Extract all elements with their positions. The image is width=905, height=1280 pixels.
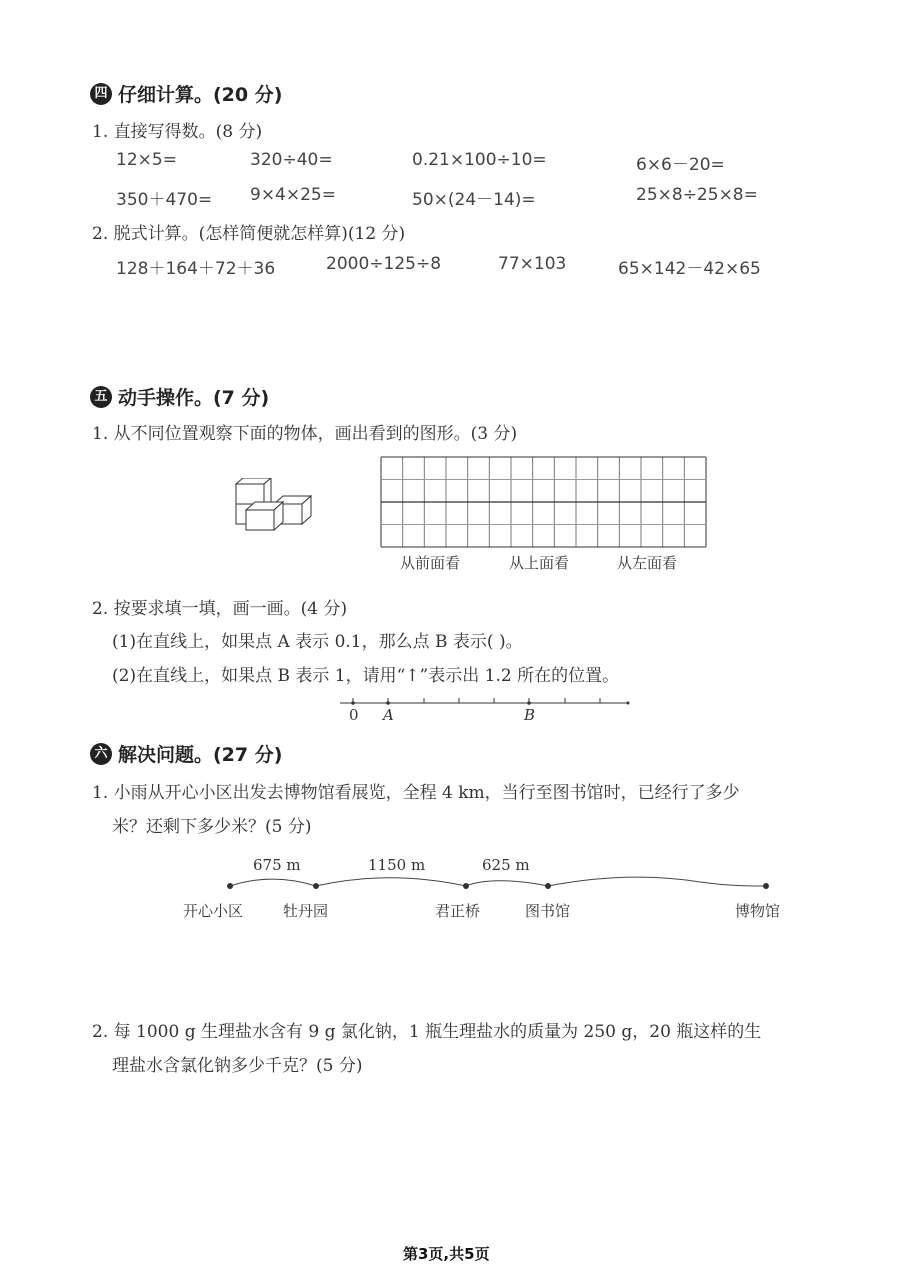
question-5-2-1: (1)在直线上，如果点 A 表示 0.1，那么点 B 表示( )。 <box>112 632 523 652</box>
expression: 65×142－42×65 <box>618 259 761 279</box>
number-line <box>335 694 635 708</box>
number-line-label-b: B <box>524 706 536 724</box>
section-6-heading <box>90 740 282 767</box>
expression: 320÷40= <box>250 150 333 170</box>
view-label-left: 从左面看 <box>617 554 678 572</box>
section-title: 仔细计算。(20 分) <box>118 84 283 106</box>
place-label: 图书馆 <box>525 902 571 920</box>
place-label: 博物馆 <box>735 902 781 920</box>
distance-label: 675 m <box>253 856 301 874</box>
question-5-2: 2. 按要求填一填，画一画。(4 分) <box>92 599 348 619</box>
question-6-2-line2: 理盐水含氯化钠多少千克？(5 分) <box>112 1056 363 1076</box>
question-6-2-line1: 2. 每 1000 g 生理盐水含有 9 g 氯化钠，1 瓶生理盐水的质量为 250 g，20 瓶这样的生 <box>92 1022 762 1042</box>
question-4-1: 1. 直接写得数。(8 分) <box>92 122 263 142</box>
expression: 6×6－20= <box>636 155 725 175</box>
expression: 128＋164＋72＋36 <box>116 259 276 279</box>
section-number-badge: 四 <box>90 83 112 105</box>
expression: 12×5= <box>116 150 177 170</box>
number-line-label-a: A <box>383 706 394 724</box>
number-line-label-0: 0 <box>349 706 359 724</box>
section-number-badge: 六 <box>90 743 112 765</box>
section-title: 动手操作。(7 分) <box>118 387 270 409</box>
question-5-1: 1. 从不同位置观察下面的物体，画出看到的图形。(3 分) <box>92 424 518 444</box>
route-diagram <box>220 870 780 900</box>
view-label-front: 从前面看 <box>400 554 461 572</box>
place-label: 牡丹园 <box>283 902 329 920</box>
section-title: 解决问题。(27 分) <box>118 744 283 766</box>
distance-label: 625 m <box>482 856 530 874</box>
view-label-top: 从上面看 <box>509 554 570 572</box>
section-5-heading <box>90 383 269 410</box>
question-6-1-line2: 米？还剩下多少米？(5 分) <box>112 817 312 837</box>
section-number-badge: 五 <box>90 386 112 408</box>
expression: 0.21×100÷10= <box>412 150 547 170</box>
expression: 2000÷125÷8 <box>326 254 442 274</box>
expression: 25×8÷25×8= <box>636 185 758 205</box>
page-number: 第3页,共5页 <box>403 1245 490 1263</box>
expression: 9×4×25= <box>250 185 336 205</box>
question-6-1-line1: 1. 小雨从开心小区出发去博物馆看展览，全程 4 km，当行至图书馆时，已经行了多少 <box>92 783 740 803</box>
distance-label: 1150 m <box>368 856 426 874</box>
place-label: 开心小区 <box>183 902 244 920</box>
section-4-heading <box>90 80 282 107</box>
expression: 350＋470= <box>116 190 213 210</box>
cube-stack-figure <box>230 478 312 534</box>
expression: 77×103 <box>498 254 567 274</box>
question-5-2-2: (2)在直线上，如果点 B 表示 1，请用“↑”表示出 1.2 所在的位置。 <box>112 666 620 686</box>
question-4-2: 2. 脱式计算。(怎样简便就怎样算)(12 分) <box>92 224 406 244</box>
place-label: 君正桥 <box>435 902 481 920</box>
expression: 50×(24－14)= <box>412 190 536 210</box>
drawing-grid[interactable] <box>380 456 708 549</box>
